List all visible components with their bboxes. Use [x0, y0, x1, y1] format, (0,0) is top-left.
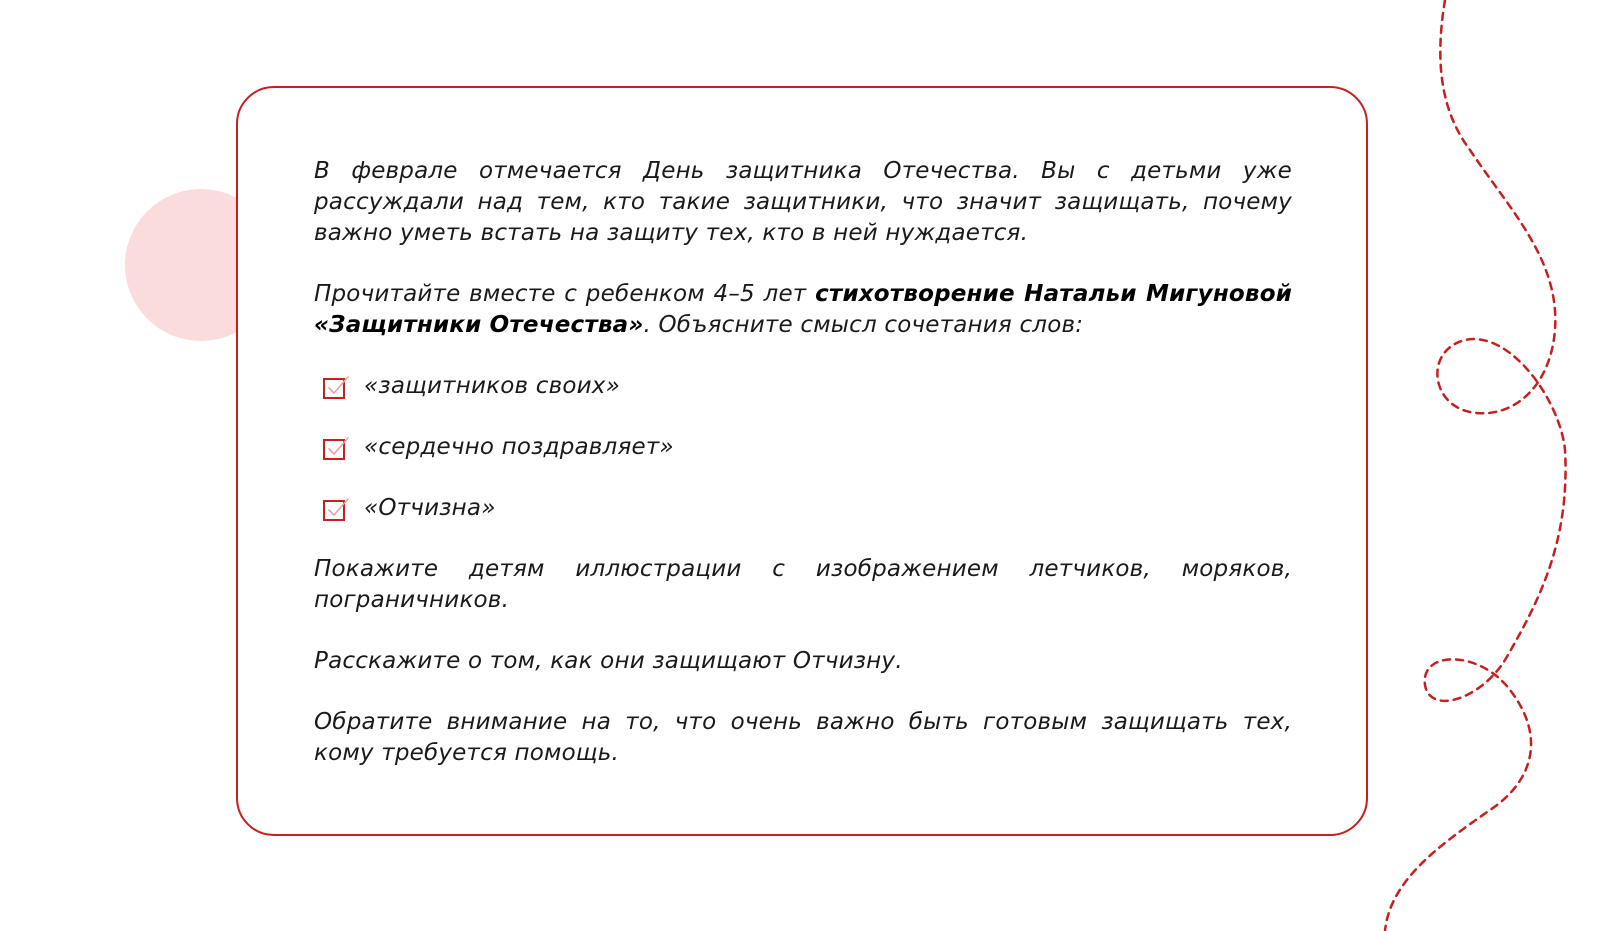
intro-paragraph: В феврале отмечается День защитника Отечества. Вы с детьми уже рассуждали над тем, кто такие защитники, что значит защищать, почему важно уметь встать на защиту тех, кто в ней нуждается. — [314, 158, 1292, 246]
card-content — [314, 156, 1292, 769]
list-item-text: «Отчизна» — [364, 495, 496, 521]
list-item — [322, 493, 1292, 524]
reading-paragraph — [314, 279, 1292, 341]
tell-paragraph: Расскажите о том, как они защищают Отчизну. — [314, 648, 903, 674]
content-card — [236, 86, 1368, 836]
reading-text-before: Прочитайте вместе с ребенком 4–5 лет — [314, 281, 816, 307]
reading-text-after: . Объясните смысл сочетания слов: — [643, 312, 1084, 338]
attention-paragraph: Обратите внимание на то, что очень важно быть готовым защищать тех, кому требуется помощь. — [314, 709, 1292, 766]
list-item — [322, 371, 1292, 402]
illustrations-paragraph: Покажите детям иллюстрации с изображением летчиков, моряков, пограничников. — [314, 556, 1292, 613]
checkbox-checked-icon — [322, 435, 352, 461]
list-item-text: «сердечно поздравляет» — [364, 434, 674, 460]
checkbox-checked-icon — [322, 496, 352, 522]
list-item — [322, 432, 1292, 463]
checkbox-checked-icon — [322, 374, 352, 400]
list-item-text: «защитников своих» — [364, 373, 620, 399]
poem-title: стихотворение Натальи Мигуновой «Защитники Отечества» — [314, 281, 1293, 338]
word-list — [314, 371, 1292, 524]
